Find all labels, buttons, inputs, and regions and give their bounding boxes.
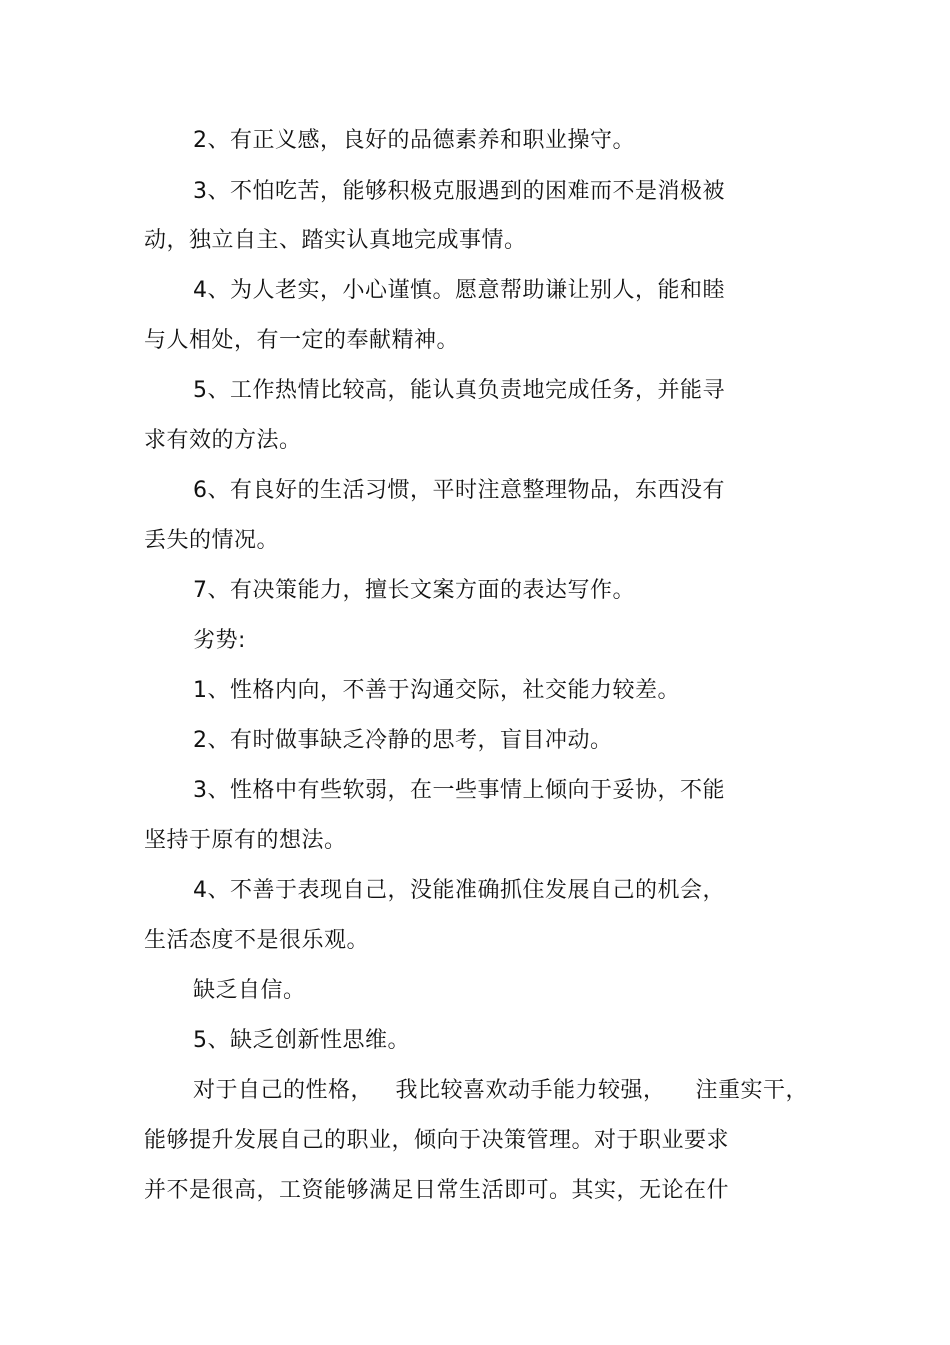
weakness-item-4: 4、不善于表现自己，没能准确抓住发展自己的机会， (193, 878, 725, 903)
weakness-item-2: 2、有时做事缺乏冷静的思考，盲目冲动。 (193, 728, 613, 753)
weakness-item-4-cont: 生活态度不是很乐观。 (144, 928, 370, 953)
strength-item-6: 6、有良好的生活习惯，平时注意整理物品，东西没有 (193, 478, 725, 503)
strength-item-5: 5、工作热情比较高，能认真负责地完成任务，并能寻 (193, 378, 725, 403)
strength-item-3-cont: 动，独立自主、踏实认真地完成事情。 (144, 228, 527, 253)
strength-item-4-cont: 与人相处，有一定的奉献精神。 (144, 328, 460, 353)
strength-item-4: 4、为人老实，小心谨慎。愿意帮助谦让别人，能和睦 (193, 278, 725, 303)
weakness-item-1: 1、性格内向，不善于沟通交际，社交能力较差。 (193, 678, 680, 703)
weakness-item-3: 3、性格中有些软弱，在一些事情上倾向于妥协，不能 (193, 778, 725, 803)
strength-item-2: 2、有正义感，良好的品德素养和职业操守。 (193, 128, 635, 153)
weakness-item-4-extra: 缺乏自信。 (193, 978, 306, 1003)
summary-paragraph-line-1: 对于自己的性格， 我比较喜欢动手能力较强， 注重实干， (193, 1078, 808, 1103)
strength-item-3: 3、不怕吃苦，能够积极克服遇到的困难而不是消极被 (193, 179, 725, 204)
strength-item-6-cont: 丢失的情况。 (144, 528, 280, 553)
weakness-heading: 劣势: (193, 628, 246, 653)
weakness-item-5: 5、缺乏创新性思维。 (193, 1028, 410, 1053)
summary-paragraph-line-3: 并不是很高，工资能够满足日常生活即可。其实，无论在什 (144, 1178, 730, 1203)
weakness-item-3-cont: 坚持于原有的想法。 (144, 828, 347, 853)
strength-item-7: 7、有决策能力，擅长文案方面的表达写作。 (193, 578, 635, 603)
summary-paragraph-line-2: 能够提升发展自己的职业，倾向于决策管理。对于职业要求 (144, 1128, 730, 1153)
strength-item-5-cont: 求有效的方法。 (144, 428, 302, 453)
